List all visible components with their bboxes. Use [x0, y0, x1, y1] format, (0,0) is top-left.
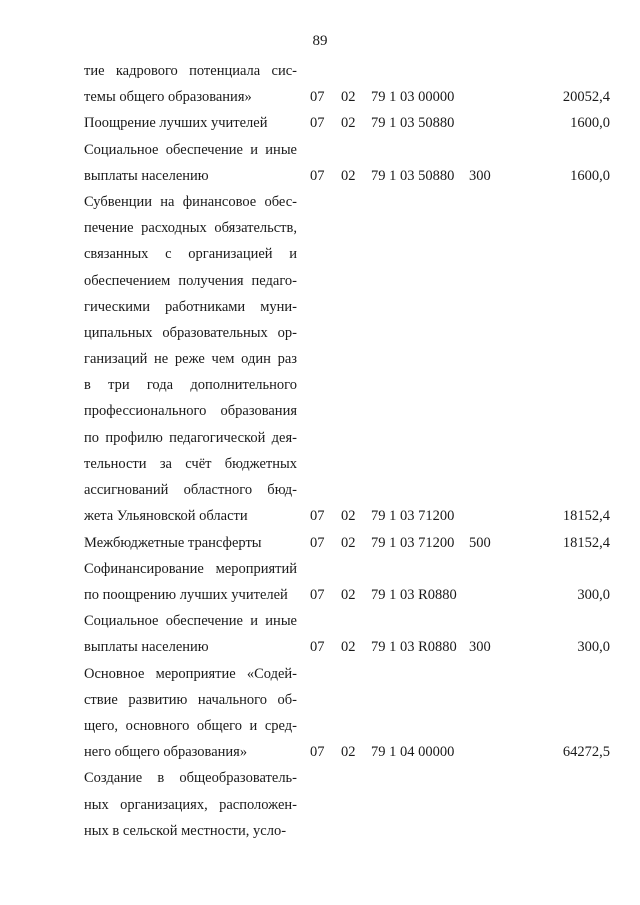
subsection-code: 02 [341, 508, 356, 525]
amount: 300,0 [577, 639, 610, 656]
description-line: ассигнований областного бюд- [84, 482, 297, 499]
description-line: связанных с организацией и [84, 246, 297, 263]
subsection-code: 02 [341, 115, 356, 132]
description-line: ных организациях, расположен- [84, 796, 297, 813]
row-description [84, 137, 297, 189]
description-line: Поощрение лучших учителей [84, 115, 268, 132]
section-code: 07 [310, 744, 325, 761]
description-line: выплаты населению [84, 167, 209, 184]
amount: 1600,0 [570, 115, 610, 132]
description-line: в три года дополнительного [84, 377, 297, 394]
row-description [84, 530, 297, 556]
table-row [84, 137, 624, 189]
table-row [84, 58, 624, 110]
row-description [84, 189, 297, 529]
table-row [84, 556, 624, 608]
description-line: Софинансирование мероприятий [84, 560, 297, 577]
expense-type-code: 300 [469, 167, 491, 184]
budget-table [84, 58, 624, 844]
subsection-code: 02 [341, 639, 356, 656]
target-article-code: 79 1 03 50880 [371, 167, 455, 184]
subsection-code: 02 [341, 534, 356, 551]
description-line: ганизаций не реже чем один раз [84, 351, 297, 368]
section-code: 07 [310, 508, 325, 525]
description-line: обеспечением получения педаго- [84, 272, 297, 289]
description-line: по профилю педагогической дея- [84, 429, 297, 446]
table-row [84, 530, 624, 556]
subsection-code: 02 [341, 167, 356, 184]
amount: 300,0 [577, 586, 610, 603]
description-line: него общего образования» [84, 744, 248, 761]
description-line: профессионального образования [84, 403, 297, 420]
row-description [84, 608, 297, 660]
description-line: тие кадрового потенциала сис- [84, 63, 297, 79]
amount: 64272,5 [562, 744, 610, 761]
description-line: по поощрению лучших учителей [84, 586, 288, 603]
expense-type-code: 500 [469, 534, 491, 551]
amount: 18152,4 [562, 534, 610, 551]
row-description [84, 110, 297, 136]
section-code: 07 [310, 639, 325, 656]
row-description [84, 58, 297, 110]
amount: 1600,0 [570, 167, 610, 184]
row-description [84, 556, 297, 608]
target-article-code: 79 1 03 50880 [371, 115, 455, 132]
description-line: ных в сельской местности, усло- [84, 822, 287, 839]
description-line: Социальное обеспечение и иные [84, 141, 297, 158]
amount: 20052,4 [562, 89, 610, 106]
target-article-code: 79 1 03 71200 [371, 534, 455, 551]
target-article-code: 79 1 04 00000 [371, 744, 455, 761]
section-code: 07 [310, 115, 325, 132]
section-code: 07 [310, 534, 325, 551]
section-code: 07 [310, 89, 325, 106]
description-line: Социальное обеспечение и иные [84, 613, 297, 630]
section-code: 07 [310, 586, 325, 603]
amount: 18152,4 [562, 508, 610, 525]
table-row [84, 110, 624, 136]
target-article-code: 79 1 03 00000 [371, 89, 455, 106]
subsection-code: 02 [341, 89, 356, 106]
page-number: 89 [312, 33, 328, 49]
row-description [84, 661, 297, 766]
description-line: ципальных образовательных ор- [84, 324, 297, 341]
description-line: Межбюджетные трансферты [84, 534, 262, 551]
description-line: темы общего образования» [84, 89, 252, 106]
target-article-code: 79 1 03 R0880 [371, 639, 457, 656]
description-line: жета Ульяновской области [84, 508, 248, 525]
description-line: Субвенции на финансовое обес- [84, 193, 297, 210]
table-row [84, 608, 624, 660]
target-article-code: 79 1 03 71200 [371, 508, 455, 525]
description-line: Основное мероприятие «Содей- [84, 665, 297, 682]
description-line: щего, основного общего и сред- [84, 717, 297, 734]
description-line: гическими работниками муни- [84, 298, 297, 315]
table-row [84, 661, 624, 766]
description-line: тельности за счёт бюджетных [84, 455, 297, 472]
expense-type-code: 300 [469, 639, 491, 656]
description-line: ствие развитию начального об- [84, 691, 297, 708]
description-line: Создание в общеобразователь- [84, 770, 297, 787]
description-line: выплаты населению [84, 639, 209, 656]
target-article-code: 79 1 03 R0880 [371, 586, 457, 603]
subsection-code: 02 [341, 586, 356, 603]
section-code: 07 [310, 167, 325, 184]
row-description [84, 765, 297, 844]
table-row [84, 189, 624, 530]
subsection-code: 02 [341, 744, 356, 761]
table-row [84, 765, 624, 844]
description-line: печение расходных обязательств, [84, 220, 297, 237]
